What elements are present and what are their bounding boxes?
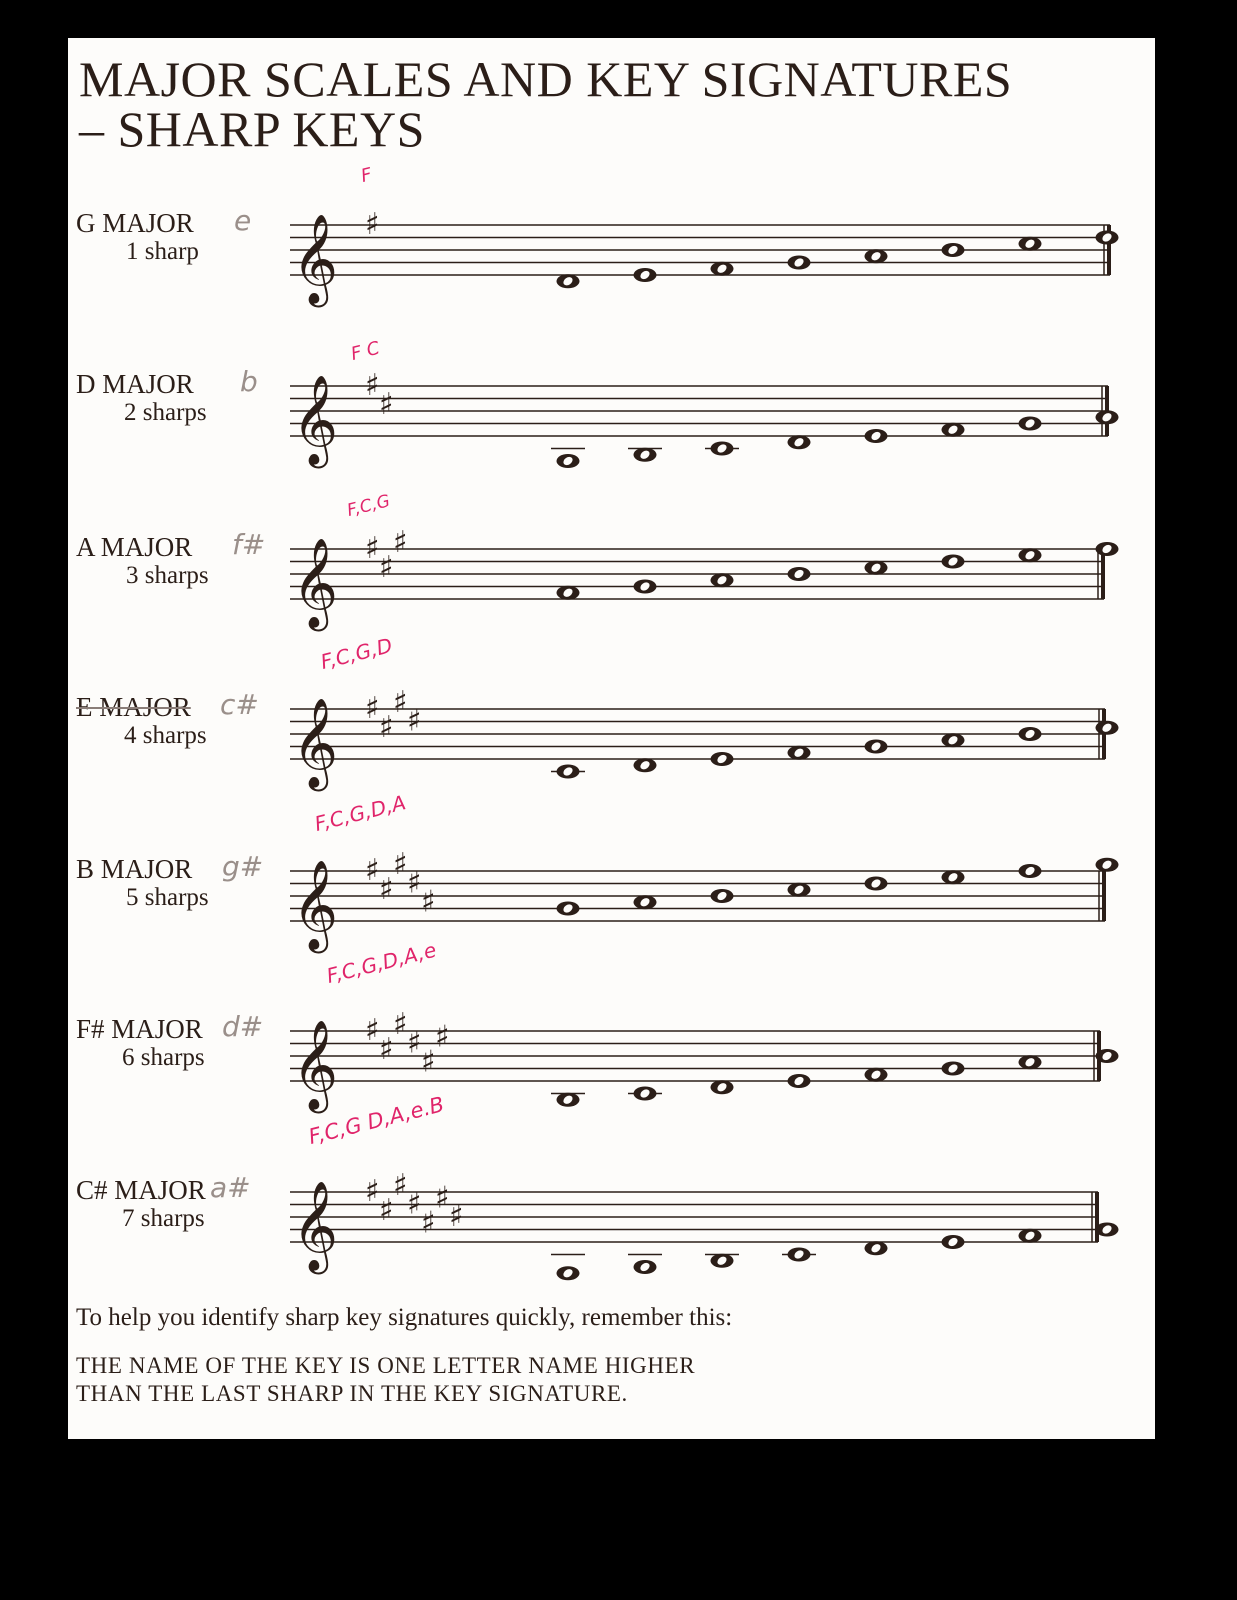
scale-note [1096, 1049, 1119, 1063]
music-staff [290, 1155, 1106, 1295]
relative-minor-note: b [240, 365, 258, 398]
sharp-order-annotation: F,C,G,D [318, 633, 395, 674]
key-signature-sharp: ♯ [365, 207, 380, 242]
page-title-line-2: – SHARP KEYS [79, 101, 425, 157]
scale-note [711, 1080, 734, 1094]
scale-note [1019, 864, 1042, 878]
scale-note [557, 902, 580, 916]
key-signature-sharp: ♯ [421, 1205, 436, 1241]
key-signature-sharp: ♯ [393, 846, 408, 882]
key-signature-sharp: ♯ [365, 853, 380, 888]
rule-line-1: THE NAME OF THE KEY IS ONE LETTER NAME HIGHER [76, 1353, 696, 1378]
key-signature-sharp: ♯ [393, 1167, 408, 1203]
scale-note [1096, 858, 1119, 872]
key-signature-sharp: ♯ [393, 684, 408, 720]
scale-note [1096, 231, 1119, 245]
key-signature-sharp: ♯ [379, 1031, 394, 1067]
scale-note [628, 448, 662, 462]
scale-note [634, 895, 657, 909]
treble-clef-icon: 𝄞 [292, 698, 339, 788]
key-signature-sharp: ♯ [365, 531, 380, 566]
key-signature-sharp: ♯ [421, 1044, 436, 1080]
scale-note [557, 274, 580, 288]
relative-minor-note: f# [232, 528, 266, 561]
relative-minor-note: a# [210, 1171, 251, 1204]
scale-note [711, 262, 734, 276]
key-signature-sharp: ♯ [379, 871, 394, 907]
scale-note [1096, 1223, 1119, 1237]
treble-clef-icon: 𝄞 [292, 538, 339, 628]
treble-clef-icon: 𝄞 [292, 1181, 339, 1271]
scale-note [1019, 727, 1042, 741]
sharp-count-label: 3 sharps [126, 562, 209, 589]
scale-note [865, 429, 888, 443]
scale-note [865, 740, 888, 754]
scale-note [942, 1235, 965, 1249]
scale-row [68, 491, 1155, 662]
scale-note [788, 1074, 811, 1088]
treble-clef-icon: 𝄞 [292, 375, 339, 465]
treble-clef-icon: 𝄞 [292, 1020, 339, 1110]
final-barline [1101, 549, 1105, 599]
key-signature-sharp: ♯ [393, 524, 408, 560]
sharp-order-annotation: F [358, 164, 375, 187]
sharp-order-annotation: F C [348, 337, 382, 365]
scale-note [788, 567, 811, 581]
scale-note [788, 435, 811, 449]
key-signature-sharp: ♯ [365, 368, 380, 403]
scale-note [634, 758, 657, 772]
scale-note [1019, 237, 1042, 251]
key-name: G MAJOR [76, 208, 194, 238]
scale-note [788, 883, 811, 897]
scale-note [782, 1248, 816, 1262]
key-signature-sharp: ♯ [365, 691, 380, 726]
key-signature-sharp: ♯ [407, 1186, 422, 1222]
rule-line-2: THAN THE LAST SHARP IN THE KEY SIGNATURE. [76, 1381, 628, 1406]
treble-clef-icon: 𝄞 [292, 860, 339, 950]
key-name: C# MAJOR [76, 1175, 206, 1205]
sharp-order-annotation: F,C,G D,A,e.B [306, 1092, 447, 1149]
key-name: E MAJOR [76, 692, 191, 722]
scale-note [551, 1093, 585, 1107]
key-name: F# MAJOR [76, 1014, 203, 1044]
relative-minor-note: e [234, 204, 252, 237]
sharp-count-label: 1 sharp [126, 238, 199, 265]
scale-note [865, 1241, 888, 1255]
scale-row [68, 633, 1155, 822]
scale-note [942, 870, 965, 884]
key-signature-sharp: ♯ [379, 386, 394, 422]
scale-note [942, 733, 965, 747]
scale-row [68, 790, 1155, 984]
music-staff [290, 188, 1118, 328]
sharp-count-label: 2 sharps [124, 399, 207, 426]
scale-note [942, 555, 965, 569]
key-signature-sharp: ♯ [393, 1006, 408, 1042]
scale-note [1019, 417, 1042, 431]
sharp-count-label: 5 sharps [126, 884, 209, 911]
scale-note [628, 1255, 662, 1275]
scale-note [1096, 410, 1119, 424]
key-signature-sharp: ♯ [365, 1013, 380, 1048]
relative-minor-note: g# [222, 850, 264, 883]
scale-note [942, 243, 965, 257]
scale-note [628, 1087, 662, 1101]
key-signature-sharp: ♯ [407, 1025, 422, 1061]
scale-note [865, 249, 888, 263]
scale-note [788, 746, 811, 760]
scale-row [68, 337, 1155, 499]
relative-minor-note: c# [220, 688, 259, 721]
key-signature-sharp: ♯ [421, 884, 436, 920]
sharp-count-label: 4 sharps [124, 722, 207, 749]
scale-note [711, 573, 734, 587]
key-name: B MAJOR [76, 854, 193, 884]
scale-note [942, 423, 965, 437]
scale-note [711, 889, 734, 903]
sharp-count-label: 6 sharps [122, 1044, 205, 1071]
scale-row [68, 937, 1155, 1144]
scale-note [1096, 721, 1119, 735]
worksheet-page [68, 38, 1155, 1439]
scale-row [68, 1092, 1155, 1305]
scale-note [1096, 542, 1119, 556]
final-barline [1102, 871, 1106, 921]
key-signature-sharp: ♯ [379, 709, 394, 745]
key-signature-sharp: ♯ [379, 549, 394, 585]
scale-row [68, 164, 1155, 338]
hint-text: To help you identify sharp key signatures quickly, remember this: [76, 1304, 733, 1331]
scale-note [942, 1062, 965, 1076]
key-signature-sharp: ♯ [379, 1192, 394, 1228]
sharp-order-annotation: F,C,G,D,A,e [324, 937, 439, 988]
sharp-order-annotation: F,C,G [345, 491, 393, 521]
page-title-line-1: MAJOR SCALES AND KEY SIGNATURES [79, 51, 1013, 107]
music-staff [290, 672, 1113, 812]
key-name: A MAJOR [76, 532, 193, 562]
key-signature-sharp: ♯ [435, 1019, 450, 1055]
scale-note [711, 752, 734, 766]
sharp-count-label: 7 sharps [122, 1205, 205, 1232]
scale-note [557, 586, 580, 600]
key-signature-sharp: ♯ [365, 1174, 380, 1209]
scale-note [865, 561, 888, 575]
scale-note [551, 765, 585, 779]
scale-note [705, 1254, 739, 1268]
scale-note [1019, 1229, 1042, 1243]
final-barline [1095, 1192, 1099, 1242]
scale-note [1019, 548, 1042, 562]
key-signature-sharp: ♯ [407, 703, 422, 739]
scale-note [705, 442, 739, 456]
sharp-order-annotation: F,C,G,D,A [312, 790, 409, 836]
scale-note [865, 877, 888, 891]
scale-note [865, 1068, 888, 1082]
music-staff [290, 512, 1112, 652]
key-signature-sharp: ♯ [449, 1199, 464, 1234]
key-signature-sharp: ♯ [435, 1180, 450, 1216]
treble-clef-icon: 𝄞 [292, 214, 339, 304]
scale-note [551, 1255, 585, 1281]
key-signature-sharp: ♯ [407, 865, 422, 901]
relative-minor-note: d# [222, 1010, 264, 1043]
music-staff [290, 349, 1116, 489]
key-name: D MAJOR [76, 369, 194, 399]
scale-note [788, 256, 811, 270]
scale-note [634, 268, 657, 282]
scale-note [634, 580, 657, 594]
scale-note [551, 449, 585, 469]
scale-note [1019, 1055, 1042, 1069]
